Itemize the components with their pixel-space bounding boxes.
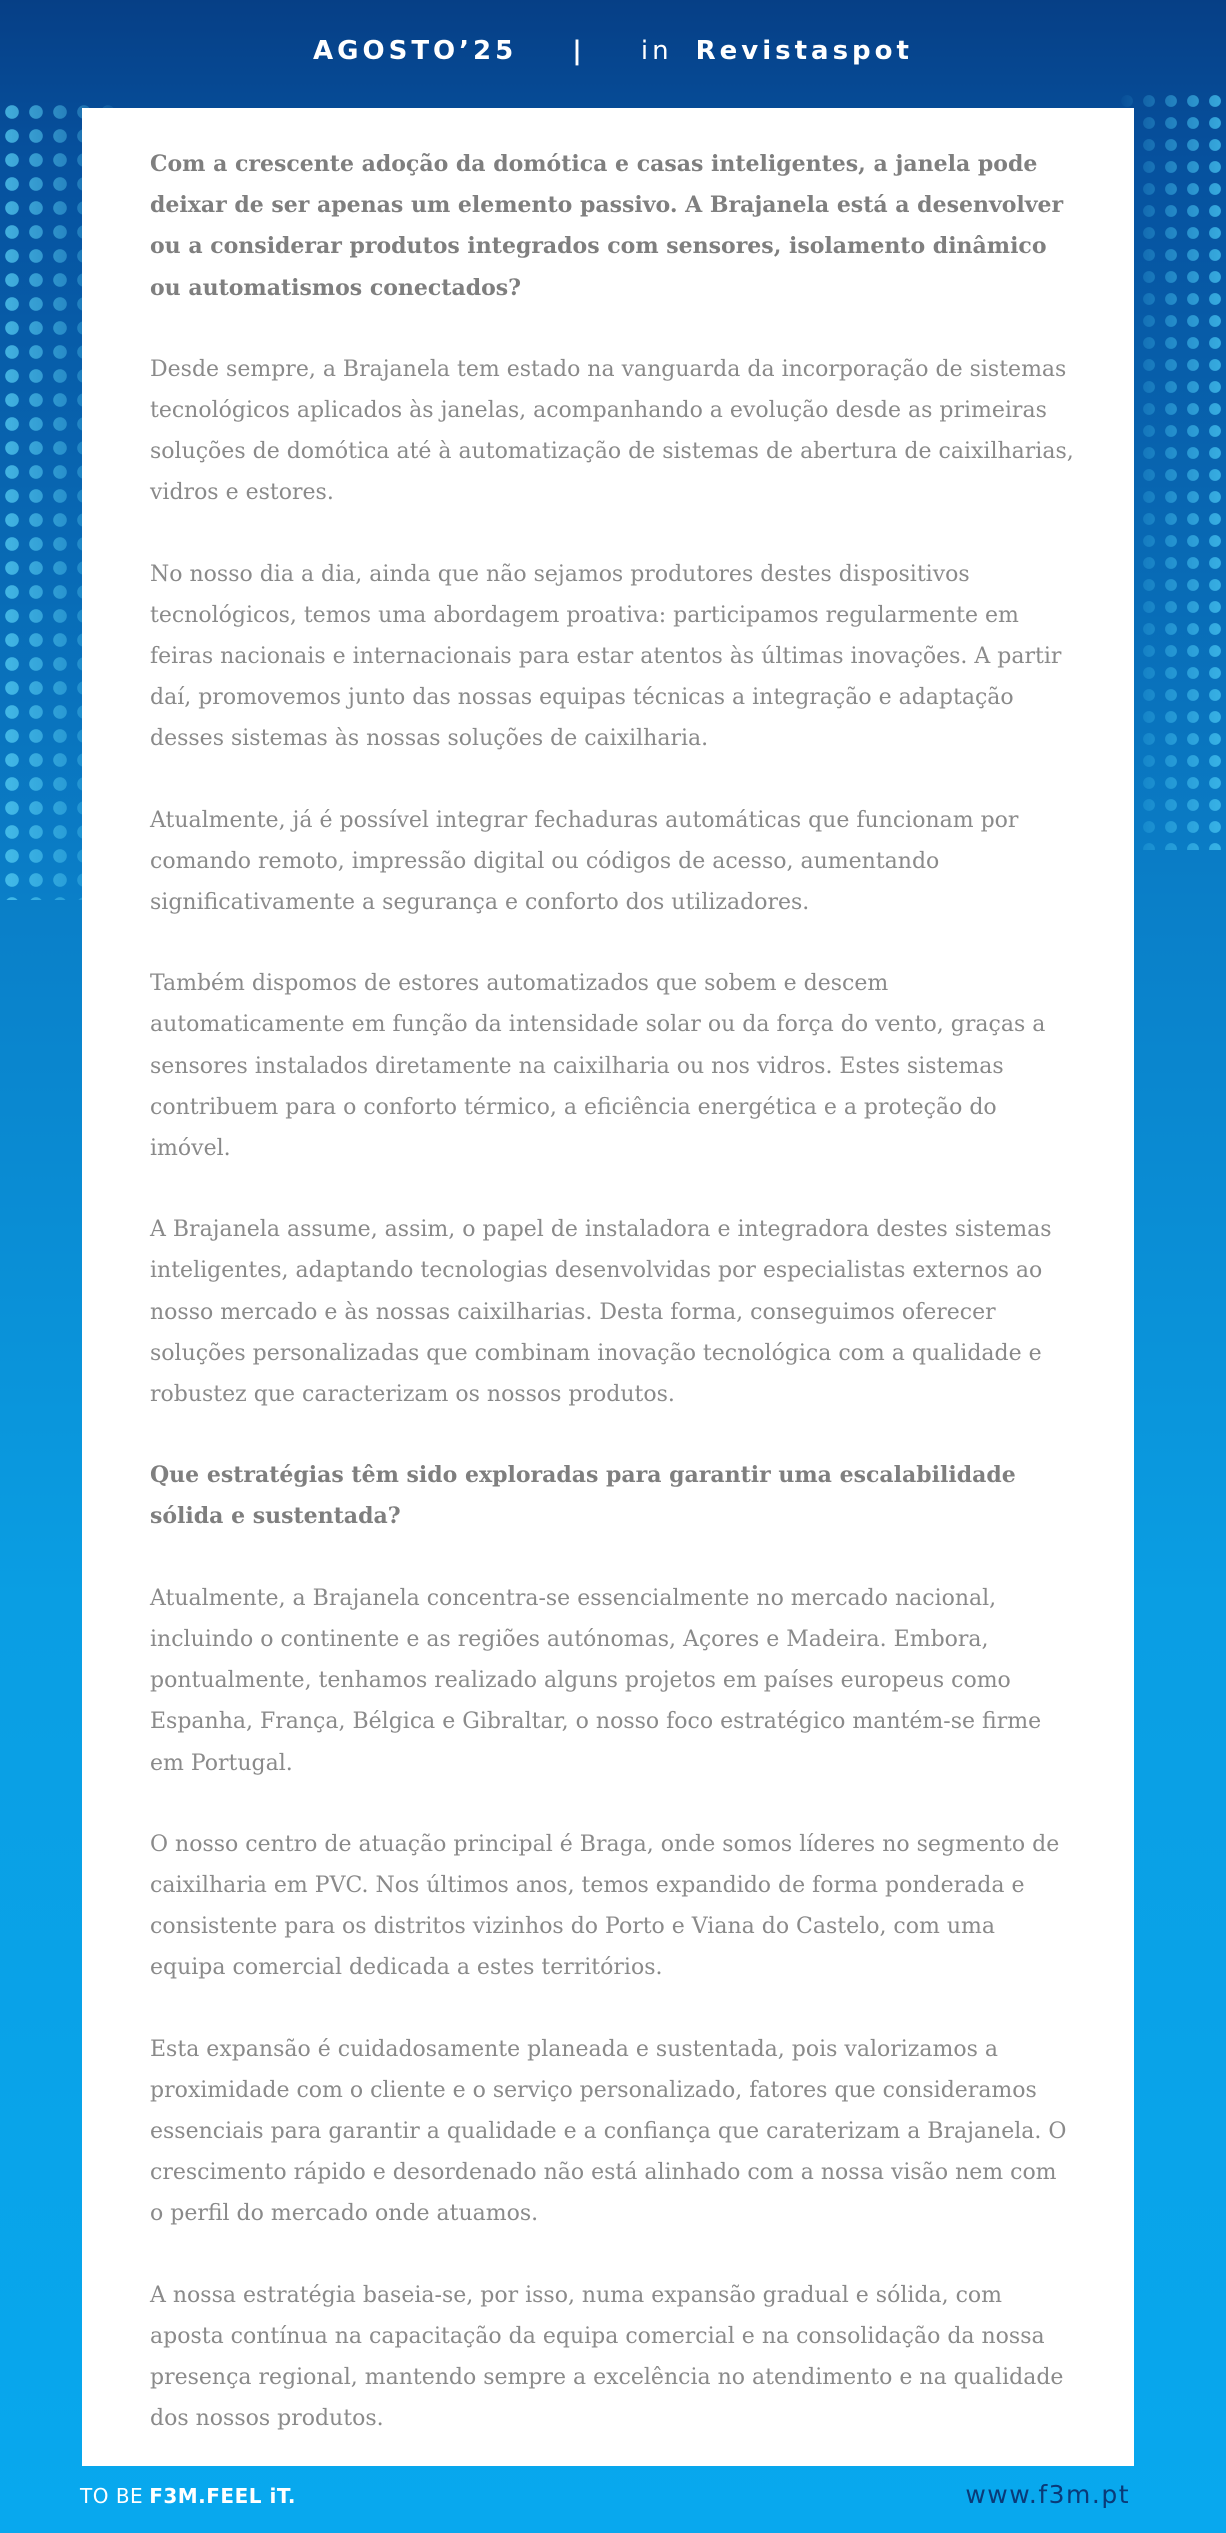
header-in-label: in (640, 36, 673, 66)
tagline-brand: F3M.FEEL iT. (149, 2484, 297, 2508)
interview-question: Que estratégias têm sido exploradas para garantir uma escalabilidade sólida e sustentada? (150, 1462, 1016, 1530)
interview-question: Com a crescente adoção da domótica e casas inteligentes, a janela pode deixar de ser apenas um elemento passivo. A Brajanela está a desenvolver ou a considerar produtos integrados com sensores, isolamento dinâmico ou automatismos conectados? (150, 151, 1064, 301)
interview-answer: Desde sempre, a Brajanela tem estado na vanguarda da incorporação de sistemas tecnológicos aplicados às janelas, acompanhando a evolução desde as primeiras soluções de domótica até à automatização de sistemas de abertura de caixilharias, vidros e estores. (150, 356, 1074, 506)
interview-answer: A nossa estratégia baseia-se, por isso, numa expansão gradual e sólida, com aposta contínua na capacitação da equipa comercial e na consolidação da nossa presença regional, mantendo sempre a excelência no atendimento e na qualidade dos nossos produtos. (150, 2282, 1064, 2432)
header-line (313, 36, 913, 66)
interview-answer: O nosso centro de atuação principal é Braga, onde somos líderes no segmento de caixilharia em PVC. Nos últimos anos, temos expandido de forma ponderada e consistente para os distritos vizinhos do Porto e Viana do Castelo, com uma equipa comercial dedicada a estes territórios. (150, 1831, 1060, 1981)
page-header (0, 0, 1226, 108)
interview-answer: No nosso dia a dia, ainda que não sejamos produtores destes dispositivos tecnológicos, temos uma abordagem proativa: participamos regularmente em feiras nacionais e internacionais para estar atentos às últimas inovações. A partir daí, promovemos junto das nossas equipas técnicas a integração e adaptação desses sistemas às nossas soluções de caixilharia. (150, 561, 1062, 752)
footer-website-link[interactable]: www.f3m.pt (965, 2480, 1130, 2509)
issue-date: AGOSTO’25 (313, 36, 518, 66)
publication-name: Revistaspot (695, 36, 913, 66)
interview-answer: A Brajanela assume, assim, o papel de instaladora e integradora destes sistemas inteligentes, adaptando tecnologias desenvolvidas por especialistas externos ao nosso mercado e às nossas caixilharias. Desta forma, conseguimos oferecer soluções personalizadas que combinam inovação tecnológica com a qualidade e robustez que caracterizam os nossos produtos. (150, 1217, 1052, 1408)
interview-answer: Esta expansão é cuidadosamente planeada e sustentada, pois valorizamos a proximidade com o cliente e o serviço personalizado, fatores que consideramos essenciais para garantir a qualidade e a confiança que caraterizam a Brajanela. O crescimento rápido e desordenado não está alinhado com a nossa visão nem com o perfil do mercado onde atuamos. (150, 2036, 1067, 2227)
footer-tagline (80, 2484, 296, 2508)
interview-answer: Também dispomos de estores automatizados que sobem e descem automaticamente em função da intensidade solar ou da força do vento, graças a sensores instalados diretamente na caixilharia ou nos vidros. Estes sistemas contribuem para o conforto térmico, a eficiência energética e a proteção do imóvel. (150, 971, 1046, 1162)
header-separator: | (572, 36, 586, 66)
interview-answer: Atualmente, a Brajanela concentra-se essencialmente no mercado nacional, incluindo o continente e as regiões autónomas, Açores e Madeira. Embora, pontualmente, tenhamos realizado alguns projetos em países europeus como Espanha, França, Bélgica e Gibraltar, o nosso foco estratégico mantém-se firme em Portugal. (150, 1585, 1042, 1776)
interview-answer: Atualmente, já é possível integrar fechaduras automáticas que funcionam por comando remoto, impressão digital ou códigos de acesso, aumentando significativamente a segurança e conforto dos utilizadores. (150, 807, 1019, 916)
tagline-prefix: TO BE (80, 2484, 144, 2508)
article-page (82, 108, 1134, 2466)
